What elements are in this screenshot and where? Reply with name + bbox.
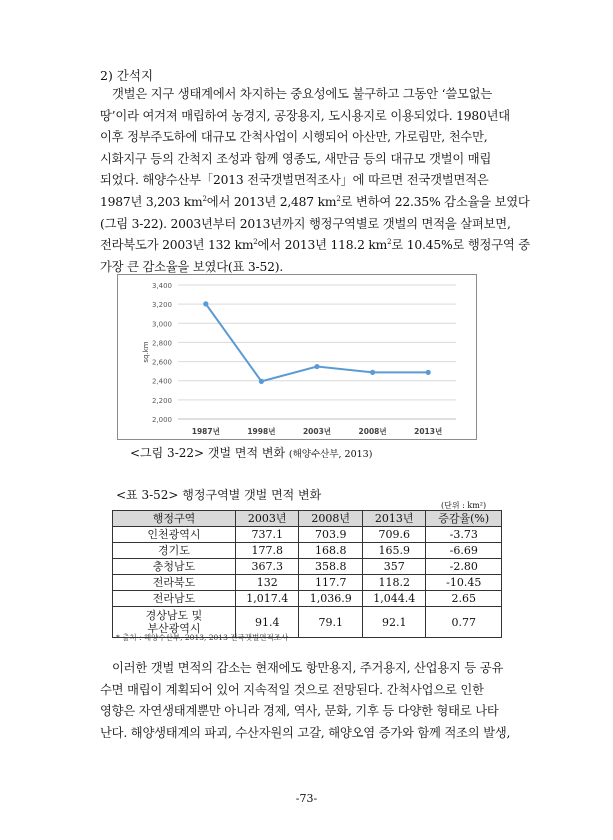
table-header-cell: 2013년 [362,511,425,527]
data-table [112,510,502,638]
table-cell: 2.65 [426,591,502,607]
table-cell: 132 [236,575,299,591]
region-name-line: 부산광역시 [147,622,201,635]
x-tick-label: 2013년 [414,427,443,436]
table-header-cell: 행정구역 [113,511,236,527]
table-cell: 709.6 [362,527,425,543]
superscript: 2 [336,194,341,203]
text-line: 이러한 갯벌 면적의 감소는 현재에도 항만용지, 주거용지, 산업용지 등 공유 [112,661,504,675]
table-header-cell: 2008년 [299,511,362,527]
table-cell: 전라북도 [113,575,236,591]
text-fragment: 에서 2013년 2,487 km [206,194,337,209]
table-cell: 1,036.9 [299,591,362,607]
table-cell: 0.77 [426,607,502,638]
figure-caption [130,444,372,461]
table-row [113,575,502,591]
table-header-cell: 증감율(%) [426,511,502,527]
superscript: 2 [387,238,392,247]
text-fragment: 로 변하여 22.35% 감소율을 보였다 [340,194,530,209]
text-line: 가장 큰 감소율을 보였다(표 3-52). [100,259,284,274]
figure-source: (해양수산부, 2013) [288,449,373,460]
table-unit: (단위 : km²) [441,501,487,510]
table-cell: -6.69 [426,543,502,559]
text-line: 난다. 해양생태계의 파괴, 수산자원의 고갈, 해양오염 증가와 함께 적조의 발생, [100,725,511,740]
text-fragment: 에서 2013년 118.2 km [257,238,388,253]
table-cell: 충청남도 [113,559,236,575]
text-fragment: 1987년 3,203 km [100,194,203,209]
text-line: 수면 매립이 계획되어 있어 지속적일 것으로 전망된다. 간척사업으로 인한 [100,682,484,697]
y-axis-title: sq.km [142,341,150,363]
table-title: <표 3-52> 행정구역별 갯벌 면적 변화 [116,488,322,502]
table-cell: 1,044.4 [362,591,425,607]
table-cell: -10.45 [426,575,502,591]
table-cell: 91.4 [236,607,299,638]
page-number: -73- [295,792,318,805]
line-chart [117,274,477,440]
figure-caption-text: <그림 3-22> 갯벌 면적 변화 [130,446,286,460]
paragraph-1 [100,84,532,278]
y-tick-label: 2,400 [151,377,172,386]
paragraph-2 [100,658,532,744]
table-row [113,543,502,559]
text-line: 이후 정부주도하에 대규모 간척사업이 시행되어 아산만, 가로림만, 천수만, [100,130,488,145]
text-line: (그림 3-22). 2003년부터 2013년까지 행정구역별로 갯벌의 면적을 살펴보면, [100,216,511,231]
y-tick-label: 2,600 [151,358,172,367]
table-cell: 358.8 [299,559,362,575]
table-cell: 1,017.4 [236,591,299,607]
data-point [426,370,431,375]
table-header-cell: 2003년 [236,511,299,527]
text-line: 갯벌은 지구 생태계에서 차지하는 중요성에도 불구하고 그동안 ‘쓸모없는 [112,87,493,101]
text-line [100,192,532,214]
x-tick-label: 1987년 [191,427,220,436]
chart-canvas [118,275,476,439]
table-cell: 117.7 [299,575,362,591]
text-line: 되었다. 해양수산부「2013 전국갯벌면적조사」에 따르면 전국갯벌면적은 [100,173,489,188]
text-line: 영향은 자연생태계뿐만 아니라 경제, 역사, 문화, 기후 등 다양한 형태로 나타 [100,704,499,719]
y-tick-label: 3,400 [151,282,172,290]
table-source-note: * 출처 : 해양수산부, 2013, 2013 전국갯벌면적조사 [116,633,289,642]
table-cell: 177.8 [236,543,299,559]
region-name-line: 경상남도 및 [145,609,203,622]
text-fragment: 로 10.45%로 행정구역 중 [391,238,530,253]
data-point [259,379,264,384]
data-point [203,301,208,306]
y-tick-label: 2,800 [151,339,172,348]
table-cell: 92.1 [362,607,425,638]
y-tick-label: 2,000 [151,416,172,424]
x-tick-label: 2003년 [302,427,332,436]
data-point [314,364,319,369]
table-cell: 168.8 [299,543,362,559]
table-cell: 703.9 [299,527,362,543]
text-fragment: 전라북도가 2003년 132 km [100,238,254,253]
table-cell: 79.1 [299,607,362,638]
text-line [100,235,532,257]
table-cell: 인천광역시 [113,527,236,543]
table-header-row [113,511,502,527]
table-row [113,527,502,543]
table-cell: 경기도 [113,543,236,559]
y-tick-label: 2,200 [151,396,172,405]
section-title: 2) 간석지 [100,68,154,83]
table-cell: 165.9 [362,543,425,559]
table-cell: -3.73 [426,527,502,543]
table-row [113,559,502,575]
y-tick-label: 3,200 [151,301,172,310]
data-point [370,370,375,375]
superscript: 2 [253,238,258,247]
superscript: 2 [202,194,207,203]
text-line: 시화지구 등의 간척지 조성과 함께 영종도, 새만금 등의 대규모 갯벌이 매립 [100,151,492,166]
table-cell: 357 [362,559,425,575]
x-tick-label: 1998년 [247,427,276,436]
table-cell: 전라남도 [113,591,236,607]
table-cell: 367.3 [236,559,299,575]
table-row [113,591,502,607]
table-cell: -2.80 [426,559,502,575]
table-cell: 118.2 [362,575,425,591]
y-tick-label: 3,000 [151,320,172,329]
text-line: 땅’이라 여겨져 매립하여 농경지, 공장용지, 도시용지로 이용되었다. 1980년대 [100,108,510,123]
x-tick-label: 2008년 [358,427,387,436]
table-cell: 737.1 [236,527,299,543]
